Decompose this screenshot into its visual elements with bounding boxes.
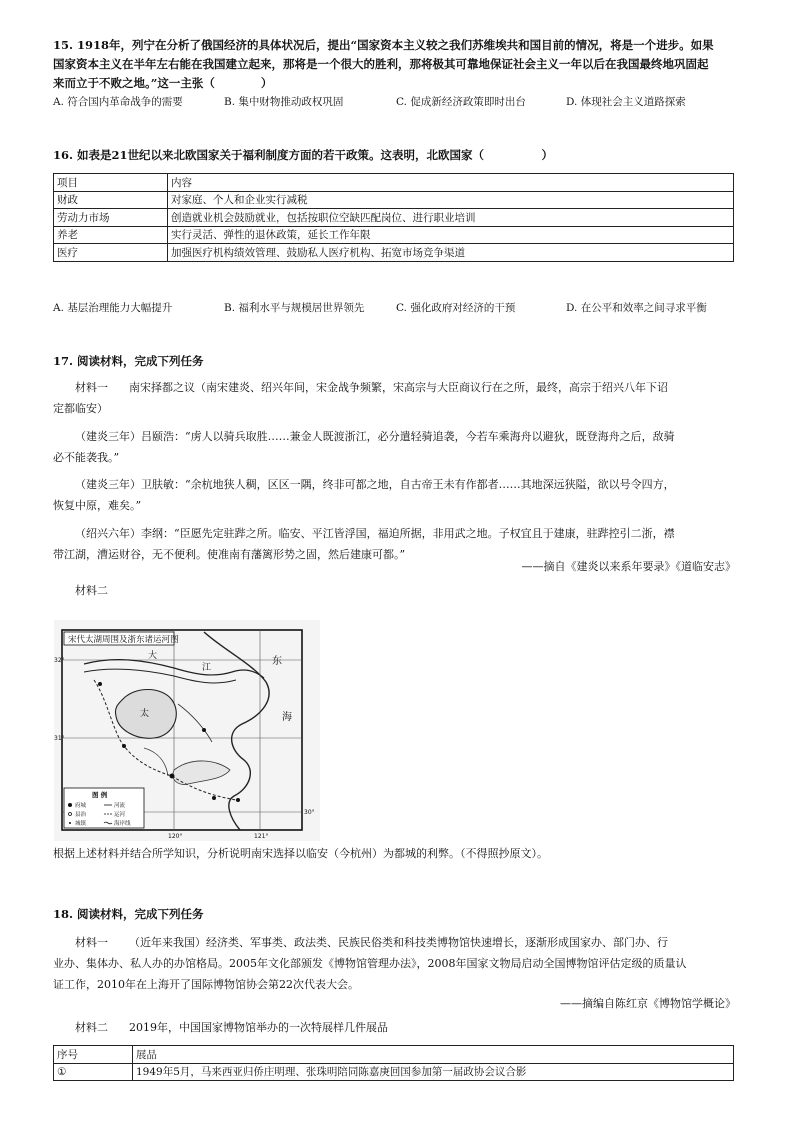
table-cell: 财政 bbox=[54, 191, 168, 209]
legend-symbol bbox=[69, 822, 71, 824]
q18-heading bbox=[53, 905, 204, 924]
q15-line-1 bbox=[53, 36, 714, 55]
table-header-cell: 内容 bbox=[168, 174, 734, 192]
q16-stem bbox=[53, 146, 553, 165]
q17-task: 根据上述材料并结合所学知识，分析说明南宋选择以临安（今杭州）为都城的利弊。（不得照抄原文）。 bbox=[53, 847, 548, 860]
q16-stem-text: 如表是21世纪以来北欧国家关于福利制度方面的若干政策。这表明，北欧国家（ ） bbox=[77, 148, 554, 162]
town-marker bbox=[170, 774, 175, 779]
q18-material-2-text: 2019年，中国国家博物馆举办的一次特展样几件展品 bbox=[128, 1021, 388, 1034]
legend-item: 运河 bbox=[114, 812, 126, 818]
table-header-cell: 展品 bbox=[133, 1046, 734, 1064]
map-title: 宋代太湖周围及浙东诸运河图 bbox=[68, 635, 179, 645]
lake-label: 太 bbox=[140, 709, 150, 719]
town-marker bbox=[212, 796, 216, 800]
q18-material-1-text: （近年来我国）经济类、军事类、政法类、民族民俗类和科技类博物馆快速增长，逐渐形成国家办、部门办、行 bbox=[128, 936, 668, 949]
q17-material-1-intro: 南宋择都之议（南宋建炎、绍兴年间，宋金战争频繁，宋高宗与大臣商议行在之所，最终，高宗于绍兴八年下诏 bbox=[128, 381, 668, 394]
q18-exhibits-table bbox=[53, 1045, 734, 1081]
river-label: 大 bbox=[148, 651, 158, 661]
q15-stem-line: 来而立于不败之地。”这一主张（ ） bbox=[53, 76, 273, 90]
legend-item: 府城 bbox=[75, 803, 87, 809]
q17-passage-2-line: （建炎三年）卫肤敏：“余杭地狭人稠，区区一隅，终非可都之地，自古帝王未有作都者……其地深远狭隘，欲以号令四方， bbox=[75, 478, 675, 491]
q17-heading bbox=[53, 352, 204, 371]
longitude-label: 121° bbox=[254, 833, 269, 840]
q16-option-a[interactable]: A. 基层治理能力大幅提升 bbox=[53, 302, 173, 314]
table-cell: 劳动力市场 bbox=[54, 209, 168, 227]
q16-number: 16. bbox=[53, 148, 74, 162]
legend-item: 城镇 bbox=[75, 821, 87, 827]
q17-passage-1-line: （建炎三年）吕颐浩：“虏人以骑兵取胜……兼金人既渡浙江，必分遣轻骑追袭，今若车乘海舟以避狄，既登海舟之后，敌骑 bbox=[75, 430, 675, 443]
q16-option-b[interactable]: B. 福利水平与规模居世界领先 bbox=[224, 302, 365, 314]
q17-number: 17. bbox=[53, 354, 74, 368]
q16-option-d[interactable]: D. 在公平和效率之间寻求平衡 bbox=[566, 302, 707, 314]
q18-material-1-line bbox=[75, 932, 668, 953]
q18-material-1-text-cont: 证工作，2010年在上海开了国际博物馆协会第22次代表大会。 bbox=[53, 978, 359, 991]
town-marker bbox=[98, 682, 102, 686]
table-cell: 医疗 bbox=[54, 244, 168, 262]
town-marker bbox=[122, 744, 126, 748]
table-row bbox=[54, 209, 734, 227]
table-row bbox=[54, 191, 734, 209]
table-header-row bbox=[54, 174, 734, 192]
legend-symbol bbox=[68, 803, 72, 807]
q17-material-2-label: 材料二 bbox=[75, 584, 108, 597]
sea-label: 海 bbox=[282, 712, 292, 723]
legend-title: 图 例 bbox=[92, 791, 108, 799]
q18-material-1-text-cont: 业办、集体办、私人办的办馆格局。2005年文化部颁发《博物馆管理办法》，2008年国家文物局启动全国博物馆评估定级的质量认 bbox=[53, 957, 687, 970]
table-row bbox=[54, 244, 734, 262]
table-row bbox=[54, 1063, 734, 1081]
q17-passage-1-line: 必不能袭我。” bbox=[53, 451, 120, 464]
q17-title: 阅读材料，完成下列任务 bbox=[77, 354, 204, 368]
q17-passage-3-line: 带江湖，漕运财谷，无不便利。使准南有藩篱形势之固，然后建康可都。” bbox=[53, 548, 406, 561]
legend-item: 河流 bbox=[114, 803, 126, 809]
q17-material-1-label: 材料一 bbox=[75, 381, 108, 394]
town-marker bbox=[236, 798, 240, 802]
latitude-label: 31° bbox=[54, 735, 65, 742]
sea-label: 东 bbox=[272, 656, 282, 667]
q15-option-c[interactable]: C. 促成新经济政策即时出台 bbox=[396, 96, 526, 108]
table-row bbox=[54, 226, 734, 244]
table-cell: 实行灵活、弹性的退休政策，延长工作年限 bbox=[168, 226, 734, 244]
table-cell: 1949年5月，马来西亚归侨庄明理、张珠明陪同陈嘉庚回国参加第一届政协会议合影 bbox=[133, 1063, 734, 1081]
q18-material-1-source: ——摘编自陈红京《博物馆学概论》 bbox=[560, 997, 736, 1010]
table-header-row bbox=[54, 1046, 734, 1064]
table-cell: ① bbox=[54, 1063, 133, 1081]
latitude-label: 32° bbox=[54, 657, 65, 664]
q17-passage-2-line: 恢复中原，难矣。” bbox=[53, 499, 142, 512]
longitude-label: 120° bbox=[168, 833, 183, 840]
table-cell: 对家庭、个人和企业实行减税 bbox=[168, 191, 734, 209]
legend-item: 县治 bbox=[75, 812, 87, 818]
table-header-cell: 序号 bbox=[54, 1046, 133, 1064]
q15-number: 15. bbox=[53, 38, 74, 52]
legend-item: 海岸线 bbox=[114, 821, 131, 827]
q17-passage-3-line: （绍兴六年）李纲：“臣愿先定驻跸之所。临安、平江皆浮国，福迫所据，非用武之地。子权宜且于建康，驻跸控引二浙，襟 bbox=[75, 527, 675, 540]
q15-stem-line: 1918年，列宁在分析了俄国经济的具体状况后，提出“国家资本主义较之我们苏维埃共和国目前的情况，将是一个进步。如果 bbox=[77, 38, 714, 52]
q18-material-2-label: 材料二 bbox=[75, 1021, 108, 1034]
q15-option-a[interactable]: A. 符合国内革命战争的需要 bbox=[53, 96, 183, 108]
song-canal-map bbox=[54, 620, 320, 841]
q18-material-1-label: 材料一 bbox=[75, 936, 108, 949]
q18-number: 18. bbox=[53, 907, 74, 921]
table-cell: 创造就业机会鼓励就业，包括按职位空缺匹配岗位、进行职业培训 bbox=[168, 209, 734, 227]
river-label: 江 bbox=[202, 663, 212, 673]
table-cell: 加强医疗机构绩效管理、鼓励私人医疗机构、拓宽市场竞争渠道 bbox=[168, 244, 734, 262]
latitude-label: 30° bbox=[304, 809, 315, 816]
q18-title: 阅读材料，完成下列任务 bbox=[77, 907, 204, 921]
q15-option-d[interactable]: D. 体现社会主义道路探索 bbox=[566, 96, 686, 108]
q17-material-1-intro-cont: 定都临安） bbox=[53, 402, 108, 415]
q16-policy-table bbox=[53, 173, 734, 262]
town-marker bbox=[202, 728, 206, 732]
map-figure bbox=[54, 620, 320, 841]
q18-material-2-line bbox=[75, 1017, 388, 1038]
table-header-cell: 项目 bbox=[54, 174, 168, 192]
table-cell: 养老 bbox=[54, 226, 168, 244]
q15-stem-line: 国家资本主义在半年左右能在我国建立起来，那将是一个很大的胜利，那将极其可靠地保证社会主义一年以后在我国最终地巩固起 bbox=[53, 57, 709, 71]
q16-option-c[interactable]: C. 强化政府对经济的干预 bbox=[396, 302, 516, 314]
q17-material-1-source: ——摘自《建炎以来系年要录》《道临安志》 bbox=[521, 560, 736, 573]
q15-option-b[interactable]: B. 集中财物推动政权巩固 bbox=[224, 96, 344, 108]
q17-material-1-line bbox=[75, 377, 735, 398]
